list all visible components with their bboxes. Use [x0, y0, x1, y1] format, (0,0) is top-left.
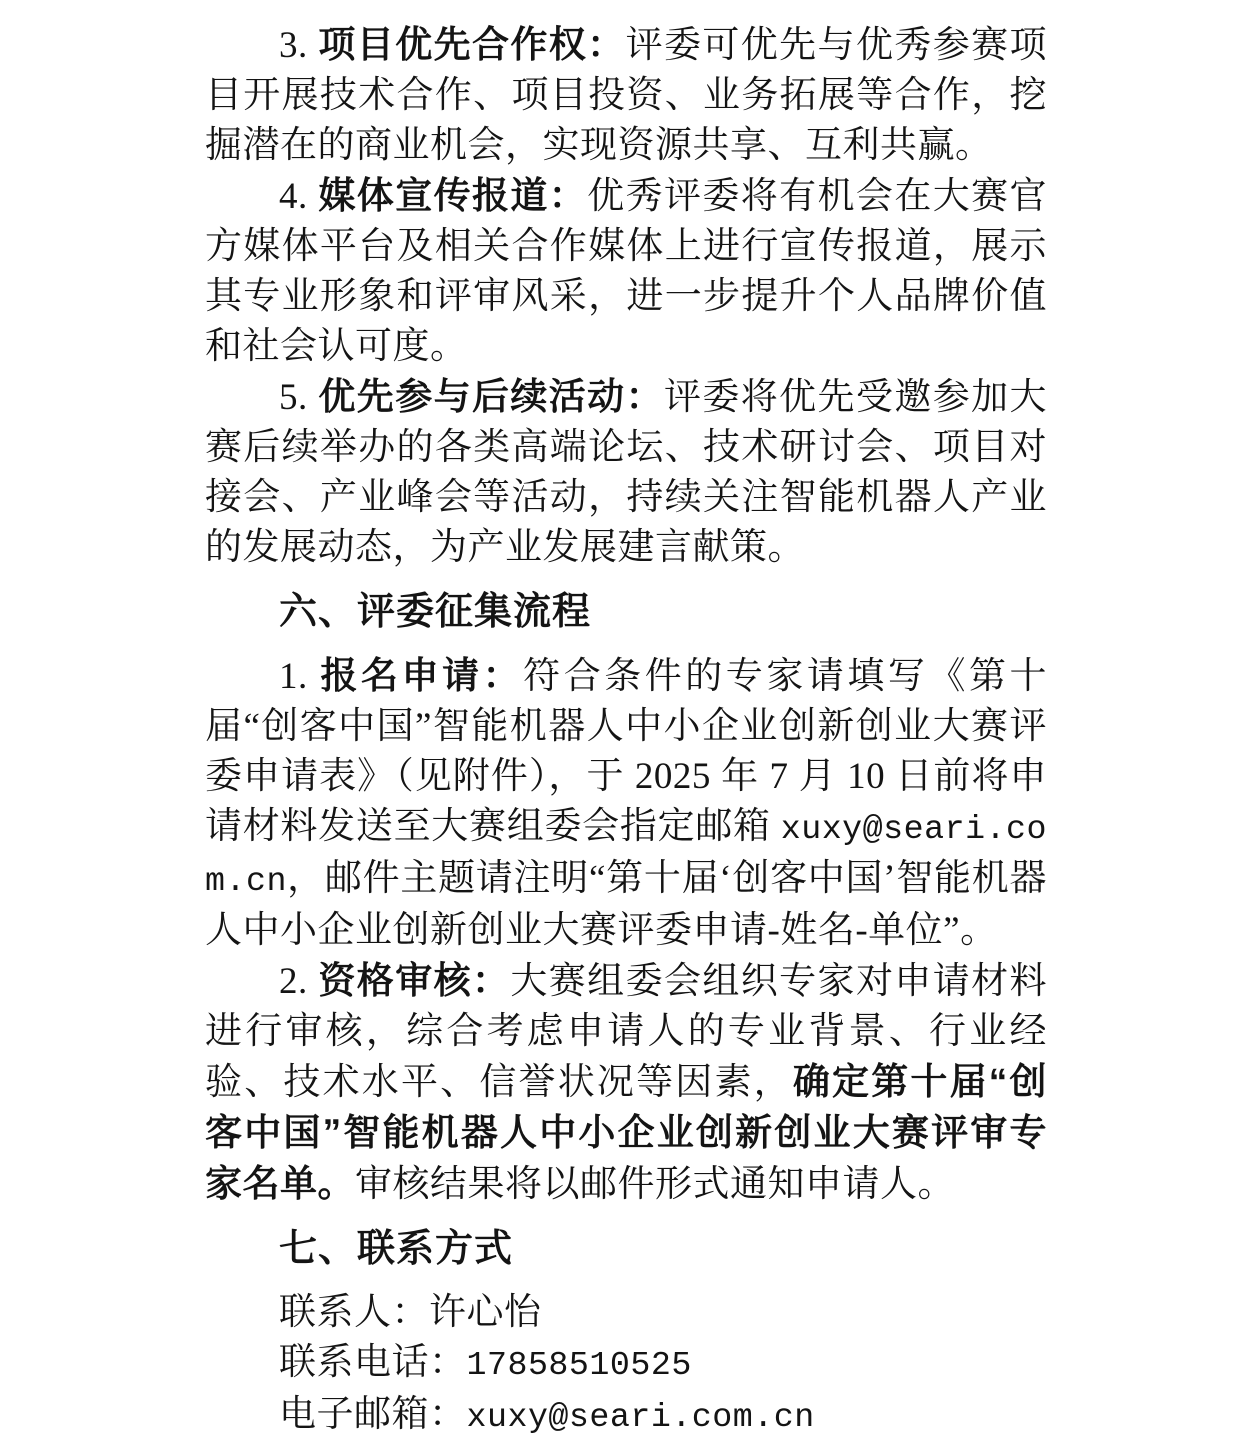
contact-person-label: 联系人：: [279, 1292, 429, 1333]
contact-email-value: xuxy@seari.com.cn: [466, 1398, 815, 1436]
contact-email-line: [205, 1390, 1047, 1442]
contact-phone-value: 17858510525: [466, 1346, 692, 1384]
contact-person-value: 许心怡: [429, 1292, 542, 1333]
contact-email-label: 电子邮箱：: [279, 1394, 467, 1435]
section-heading-process: 六、评委征集流程: [279, 591, 592, 633]
paragraph-process-step2: 2. 资格审核：大赛组委会组织专家对申请材料进行审核，综合考虑申请人的专业背景、行业经验、技术水平、信誉状况等因素，确定第十届“创客中国”智能机器人中小企业创新创业大赛评审专家名单。审核结果将以邮件形式通知申请人。: [205, 960, 1048, 1205]
contact-phone-label: 联系电话：: [279, 1342, 467, 1383]
section-heading-contact: 七、联系方式: [279, 1228, 514, 1270]
document-page: [205, 20, 1047, 1442]
paragraph-benefit-3: 3. 项目优先合作权：评委可优先与优秀参赛项目开展技术合作、项目投资、业务拓展等合作，挖掘潜在的商业机会，实现资源共享、互利共赢。: [205, 24, 1048, 166]
contact-phone-line: [205, 1338, 1047, 1390]
paragraph-benefit-4: 4. 媒体宣传报道：优秀评委将有机会在大赛官方媒体平台及相关合作媒体上进行宣传报道，展示其专业形象和评审风采，进一步提升个人品牌价值和社会认可度。: [205, 175, 1048, 367]
paragraph-process-step1: 1. 报名申请：符合条件的专家请填写《第十届“创客中国”智能机器人中小企业创新创业大赛评委申请表》（见附件），于 2025 年 7 月 10 日前将申请材料发送至大赛组委会指定邮箱 xuxy@seari.com.cn，邮件主题请注明“第十届‘创客中国’智能机器人中小企业创新创业大赛评委申请-姓名-单位”。: [205, 655, 1048, 951]
paragraph-benefit-5: 5. 优先参与后续活动：评委将优先受邀参加大赛后续举办的各类高端论坛、技术研讨会、项目对接会、产业峰会等活动，持续关注智能机器人产业的发展动态，为产业发展建言献策。: [205, 376, 1048, 568]
contact-person-line: [205, 1288, 1047, 1338]
